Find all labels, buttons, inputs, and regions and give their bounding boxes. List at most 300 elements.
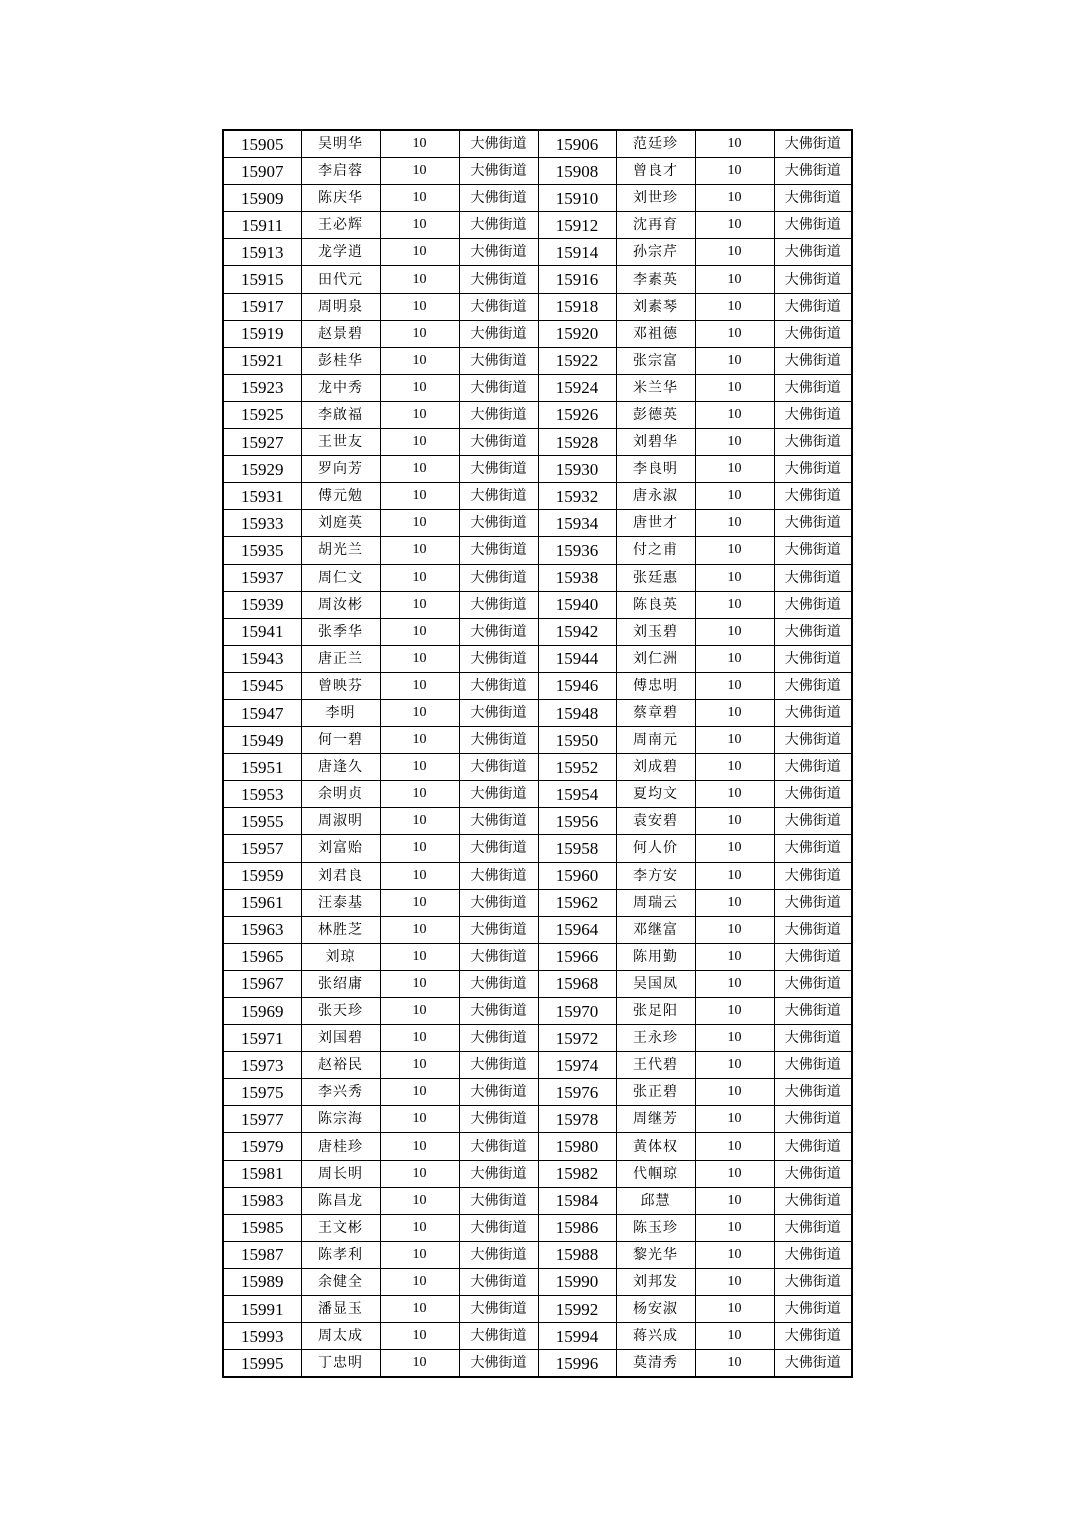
table-row [223,754,852,781]
record-id-cell: 15969 [223,998,301,1025]
record-id-cell: 15982 [538,1160,616,1187]
amount-cell: 10 [695,727,774,754]
street-cell: 大佛街道 [459,401,538,428]
amount-cell: 10 [695,591,774,618]
street-cell: 大佛街道 [774,1133,852,1160]
record-id-cell: 15988 [538,1241,616,1268]
street-cell: 大佛街道 [774,1214,852,1241]
table-row [223,727,852,754]
table-row [223,564,852,591]
record-id-cell: 15952 [538,754,616,781]
name-cell: 李方安 [616,862,695,889]
name-cell: 周汝彬 [301,591,380,618]
amount-cell: 10 [695,130,774,158]
record-id-cell: 15985 [223,1214,301,1241]
record-id-cell: 15905 [223,130,301,158]
amount-cell: 10 [380,401,459,428]
amount-cell: 10 [380,943,459,970]
street-cell: 大佛街道 [459,185,538,212]
record-id-cell: 15961 [223,889,301,916]
name-cell: 王必辉 [301,212,380,239]
name-cell: 付之甫 [616,537,695,564]
record-id-cell: 15914 [538,239,616,266]
street-cell: 大佛街道 [774,889,852,916]
street-cell: 大佛街道 [459,266,538,293]
record-id-cell: 15993 [223,1323,301,1350]
amount-cell: 10 [380,645,459,672]
amount-cell: 10 [695,185,774,212]
amount-cell: 10 [695,1268,774,1295]
street-cell: 大佛街道 [774,564,852,591]
table-row [223,672,852,699]
record-id-cell: 15939 [223,591,301,618]
street-cell: 大佛街道 [774,808,852,835]
record-id-cell: 15965 [223,943,301,970]
name-cell: 周明泉 [301,293,380,320]
amount-cell: 10 [380,970,459,997]
amount-cell: 10 [380,1350,459,1378]
name-cell: 邓祖德 [616,320,695,347]
table-row [223,429,852,456]
street-cell: 大佛街道 [459,591,538,618]
record-id-cell: 15926 [538,401,616,428]
record-id-cell: 15977 [223,1106,301,1133]
amount-cell: 10 [695,510,774,537]
table-row [223,456,852,483]
street-cell: 大佛街道 [774,239,852,266]
street-cell: 大佛街道 [459,699,538,726]
table-row [223,401,852,428]
record-id-cell: 15989 [223,1268,301,1295]
name-cell: 刘玉碧 [616,618,695,645]
street-cell: 大佛街道 [459,158,538,185]
amount-cell: 10 [380,1079,459,1106]
amount-cell: 10 [695,483,774,510]
name-cell: 张天珍 [301,998,380,1025]
street-cell: 大佛街道 [459,456,538,483]
amount-cell: 10 [695,293,774,320]
record-id-cell: 15960 [538,862,616,889]
amount-cell: 10 [695,781,774,808]
amount-cell: 10 [380,889,459,916]
name-cell: 唐永淑 [616,483,695,510]
amount-cell: 10 [380,239,459,266]
record-id-cell: 15964 [538,916,616,943]
name-cell: 刘邦发 [616,1268,695,1295]
record-id-cell: 15953 [223,781,301,808]
amount-cell: 10 [695,456,774,483]
record-id-cell: 15910 [538,185,616,212]
record-id-cell: 15968 [538,970,616,997]
record-id-cell: 15933 [223,510,301,537]
street-cell: 大佛街道 [774,1296,852,1323]
roster-table [222,129,853,1378]
amount-cell: 10 [695,320,774,347]
street-cell: 大佛街道 [774,862,852,889]
name-cell: 陈昌龙 [301,1187,380,1214]
name-cell: 唐正兰 [301,645,380,672]
record-id-cell: 15937 [223,564,301,591]
table-row [223,1214,852,1241]
table-row [223,862,852,889]
name-cell: 刘仁洲 [616,645,695,672]
name-cell: 刘琼 [301,943,380,970]
record-id-cell: 15921 [223,347,301,374]
table-row [223,781,852,808]
street-cell: 大佛街道 [774,1350,852,1378]
name-cell: 张绍庸 [301,970,380,997]
amount-cell: 10 [380,564,459,591]
street-cell: 大佛街道 [459,889,538,916]
street-cell: 大佛街道 [459,320,538,347]
record-id-cell: 15950 [538,727,616,754]
amount-cell: 10 [380,781,459,808]
street-cell: 大佛街道 [774,456,852,483]
record-id-cell: 15930 [538,456,616,483]
record-id-cell: 15920 [538,320,616,347]
amount-cell: 10 [380,862,459,889]
amount-cell: 10 [695,1241,774,1268]
name-cell: 刘素琴 [616,293,695,320]
table-row [223,1160,852,1187]
name-cell: 余明贞 [301,781,380,808]
record-id-cell: 15928 [538,429,616,456]
table-row [223,1296,852,1323]
name-cell: 袁安碧 [616,808,695,835]
record-id-cell: 15917 [223,293,301,320]
amount-cell: 10 [695,943,774,970]
table-row [223,1323,852,1350]
amount-cell: 10 [380,347,459,374]
street-cell: 大佛街道 [774,429,852,456]
amount-cell: 10 [380,1133,459,1160]
name-cell: 黄体权 [616,1133,695,1160]
record-id-cell: 15909 [223,185,301,212]
street-cell: 大佛街道 [459,1296,538,1323]
amount-cell: 10 [695,835,774,862]
name-cell: 李兴秀 [301,1079,380,1106]
record-id-cell: 15913 [223,239,301,266]
amount-cell: 10 [695,1025,774,1052]
name-cell: 刘富贻 [301,835,380,862]
amount-cell: 10 [380,1268,459,1295]
street-cell: 大佛街道 [459,510,538,537]
street-cell: 大佛街道 [459,1268,538,1295]
amount-cell: 10 [695,754,774,781]
name-cell: 唐逢久 [301,754,380,781]
table-row [223,1025,852,1052]
street-cell: 大佛街道 [459,916,538,943]
name-cell: 杨安淑 [616,1296,695,1323]
amount-cell: 10 [380,699,459,726]
name-cell: 刘成碧 [616,754,695,781]
name-cell: 傅忠明 [616,672,695,699]
table-row [223,1052,852,1079]
name-cell: 刘君良 [301,862,380,889]
street-cell: 大佛街道 [774,1160,852,1187]
name-cell: 龙学逍 [301,239,380,266]
amount-cell: 10 [695,1296,774,1323]
amount-cell: 10 [695,212,774,239]
street-cell: 大佛街道 [459,645,538,672]
record-id-cell: 15995 [223,1350,301,1378]
amount-cell: 10 [695,429,774,456]
record-id-cell: 15959 [223,862,301,889]
name-cell: 赵裕民 [301,1052,380,1079]
table-row [223,699,852,726]
amount-cell: 10 [695,645,774,672]
name-cell: 王代碧 [616,1052,695,1079]
amount-cell: 10 [380,1025,459,1052]
amount-cell: 10 [695,401,774,428]
amount-cell: 10 [695,1187,774,1214]
amount-cell: 10 [695,266,774,293]
record-id-cell: 15911 [223,212,301,239]
record-id-cell: 15936 [538,537,616,564]
table-row [223,618,852,645]
amount-cell: 10 [380,1052,459,1079]
name-cell: 唐桂珍 [301,1133,380,1160]
record-id-cell: 15971 [223,1025,301,1052]
amount-cell: 10 [695,998,774,1025]
amount-cell: 10 [695,699,774,726]
record-id-cell: 15956 [538,808,616,835]
street-cell: 大佛街道 [459,970,538,997]
street-cell: 大佛街道 [459,130,538,158]
record-id-cell: 15941 [223,618,301,645]
name-cell: 邓继富 [616,916,695,943]
record-id-cell: 15932 [538,483,616,510]
amount-cell: 10 [380,429,459,456]
amount-cell: 10 [695,1214,774,1241]
street-cell: 大佛街道 [774,374,852,401]
name-cell: 刘碧华 [616,429,695,456]
street-cell: 大佛街道 [774,998,852,1025]
name-cell: 潘显玉 [301,1296,380,1323]
record-id-cell: 15966 [538,943,616,970]
name-cell: 吴国凤 [616,970,695,997]
record-id-cell: 15906 [538,130,616,158]
amount-cell: 10 [695,862,774,889]
name-cell: 曾良才 [616,158,695,185]
street-cell: 大佛街道 [774,781,852,808]
street-cell: 大佛街道 [459,754,538,781]
name-cell: 李素英 [616,266,695,293]
record-id-cell: 15912 [538,212,616,239]
amount-cell: 10 [380,591,459,618]
table-row [223,320,852,347]
record-id-cell: 15946 [538,672,616,699]
record-id-cell: 15984 [538,1187,616,1214]
record-id-cell: 15924 [538,374,616,401]
record-id-cell: 15944 [538,645,616,672]
amount-cell: 10 [695,916,774,943]
amount-cell: 10 [380,456,459,483]
name-cell: 李啟福 [301,401,380,428]
name-cell: 陈孝利 [301,1241,380,1268]
amount-cell: 10 [380,835,459,862]
street-cell: 大佛街道 [459,1079,538,1106]
street-cell: 大佛街道 [774,1323,852,1350]
street-cell: 大佛街道 [774,916,852,943]
street-cell: 大佛街道 [774,943,852,970]
table-row [223,1241,852,1268]
amount-cell: 10 [380,1106,459,1133]
record-id-cell: 15958 [538,835,616,862]
street-cell: 大佛街道 [459,1133,538,1160]
name-cell: 何人价 [616,835,695,862]
name-cell: 夏均文 [616,781,695,808]
amount-cell: 10 [380,185,459,212]
amount-cell: 10 [380,1187,459,1214]
street-cell: 大佛街道 [459,483,538,510]
name-cell: 代帼琼 [616,1160,695,1187]
name-cell: 张正碧 [616,1079,695,1106]
record-id-cell: 15919 [223,320,301,347]
name-cell: 余健全 [301,1268,380,1295]
name-cell: 吴明华 [301,130,380,158]
amount-cell: 10 [380,1160,459,1187]
street-cell: 大佛街道 [459,727,538,754]
street-cell: 大佛街道 [459,239,538,266]
name-cell: 张廷惠 [616,564,695,591]
table-row [223,293,852,320]
table-row [223,130,852,158]
record-id-cell: 15927 [223,429,301,456]
name-cell: 何一碧 [301,727,380,754]
street-cell: 大佛街道 [459,374,538,401]
table-row [223,510,852,537]
name-cell: 王文彬 [301,1214,380,1241]
street-cell: 大佛街道 [774,727,852,754]
record-id-cell: 15938 [538,564,616,591]
amount-cell: 10 [695,970,774,997]
name-cell: 周长明 [301,1160,380,1187]
record-id-cell: 15934 [538,510,616,537]
record-id-cell: 15951 [223,754,301,781]
amount-cell: 10 [380,130,459,158]
amount-cell: 10 [695,1133,774,1160]
record-id-cell: 15967 [223,970,301,997]
street-cell: 大佛街道 [774,510,852,537]
street-cell: 大佛街道 [459,1052,538,1079]
name-cell: 唐世才 [616,510,695,537]
street-cell: 大佛街道 [774,1187,852,1214]
record-id-cell: 15992 [538,1296,616,1323]
street-cell: 大佛街道 [774,1241,852,1268]
street-cell: 大佛街道 [774,130,852,158]
street-cell: 大佛街道 [459,808,538,835]
name-cell: 丁忠明 [301,1350,380,1378]
amount-cell: 10 [695,618,774,645]
table-row [223,266,852,293]
amount-cell: 10 [380,727,459,754]
name-cell: 周太成 [301,1323,380,1350]
name-cell: 周淑明 [301,808,380,835]
street-cell: 大佛街道 [774,754,852,781]
record-id-cell: 15973 [223,1052,301,1079]
amount-cell: 10 [695,1079,774,1106]
amount-cell: 10 [695,537,774,564]
amount-cell: 10 [695,374,774,401]
table-row [223,1350,852,1378]
amount-cell: 10 [380,808,459,835]
amount-cell: 10 [695,1160,774,1187]
table-row [223,645,852,672]
amount-cell: 10 [695,1323,774,1350]
name-cell: 李良明 [616,456,695,483]
name-cell: 蔡章碧 [616,699,695,726]
record-id-cell: 15980 [538,1133,616,1160]
street-cell: 大佛街道 [774,185,852,212]
street-cell: 大佛街道 [774,401,852,428]
name-cell: 范廷珍 [616,130,695,158]
street-cell: 大佛街道 [459,1214,538,1241]
amount-cell: 10 [380,212,459,239]
street-cell: 大佛街道 [774,835,852,862]
table-row [223,1079,852,1106]
amount-cell: 10 [695,158,774,185]
name-cell: 周继芳 [616,1106,695,1133]
record-id-cell: 15955 [223,808,301,835]
record-id-cell: 15942 [538,618,616,645]
name-cell: 陈用勤 [616,943,695,970]
record-id-cell: 15929 [223,456,301,483]
table-row [223,591,852,618]
street-cell: 大佛街道 [774,591,852,618]
table-row [223,1268,852,1295]
name-cell: 莫清秀 [616,1350,695,1378]
street-cell: 大佛街道 [459,1187,538,1214]
record-id-cell: 15949 [223,727,301,754]
record-id-cell: 15935 [223,537,301,564]
record-id-cell: 15979 [223,1133,301,1160]
name-cell: 沈再育 [616,212,695,239]
record-id-cell: 15981 [223,1160,301,1187]
amount-cell: 10 [380,374,459,401]
record-id-cell: 15974 [538,1052,616,1079]
table-row [223,998,852,1025]
street-cell: 大佛街道 [459,1106,538,1133]
name-cell: 王永珍 [616,1025,695,1052]
amount-cell: 10 [380,158,459,185]
table-row [223,808,852,835]
record-id-cell: 15925 [223,401,301,428]
record-id-cell: 15945 [223,672,301,699]
name-cell: 刘世珍 [616,185,695,212]
record-id-cell: 15922 [538,347,616,374]
name-cell: 曾映芬 [301,672,380,699]
record-id-cell: 15986 [538,1214,616,1241]
name-cell: 邱慧 [616,1187,695,1214]
record-id-cell: 15940 [538,591,616,618]
table-row [223,185,852,212]
amount-cell: 10 [695,1052,774,1079]
amount-cell: 10 [380,266,459,293]
street-cell: 大佛街道 [459,1241,538,1268]
name-cell: 王世友 [301,429,380,456]
table-row [223,1187,852,1214]
name-cell: 张足阳 [616,998,695,1025]
name-cell: 周仁文 [301,564,380,591]
amount-cell: 10 [380,618,459,645]
record-id-cell: 15975 [223,1079,301,1106]
record-id-cell: 15918 [538,293,616,320]
record-id-cell: 15943 [223,645,301,672]
amount-cell: 10 [695,808,774,835]
table-row [223,1106,852,1133]
amount-cell: 10 [380,998,459,1025]
